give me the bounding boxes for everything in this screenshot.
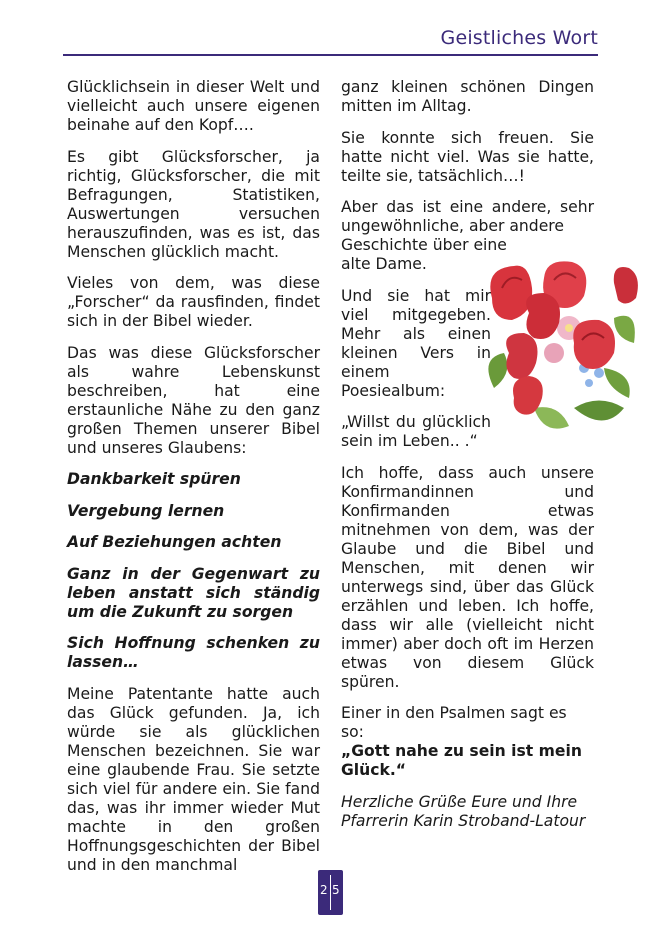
theme-present: Ganz in der Gegenwart zu leben anstatt sich ständig um die Zukunft zu sorgen xyxy=(67,564,320,621)
page-number-badge xyxy=(318,870,343,915)
theme-gratitude: Dankbarkeit spüren xyxy=(67,470,241,488)
paragraph-confirmands: Ich hoffe, dass auch unsere Konfirmandinnen und Konfirmanden etwas mitnehmen von dem, was der Glaube und die Bibel und Menschen, mit denen wir unterwegs sind, über das Glück erzählen und leben. Ich hoffe, dass wir alle (vielleicht nicht immer) aber doch oft im Herzen etwas von diesem Glück spüren. xyxy=(341,463,594,691)
theme-hope: Sich Hoffnung schenken zu lassen… xyxy=(67,634,320,671)
theme-relationships: Auf Beziehungen achten xyxy=(67,533,282,551)
paragraph-godmother: Meine Patentante hatte auch das Glück gefunden. Ja, ich würde sie als glücklichen Menschen bezeichnen. Sie war eine glaubende Frau. Sie setzte sich viel für andere ein. Sie fand das, was ihr immer wieder Mut machte in den großen Hoffnungsgeschichten der Bibel und in den manchmal xyxy=(67,684,320,874)
left-column xyxy=(67,78,320,887)
paragraph-2: Es gibt Glücksforscher, ja richtig, Glücksforscher, die mit Befragungen, Statistiken, Auswertungen versuchen herauszufinden, was es ist, das Menschen glücklich macht. xyxy=(67,147,320,261)
other-story-line-a: Aber das ist eine andere, sehr ungewöhnliche, aber andere xyxy=(341,198,594,235)
page-section-title: Geistliches Wort xyxy=(440,27,598,49)
header-divider xyxy=(63,54,598,56)
paragraph-1: Glücklichsein in dieser Welt und vielleicht auch unsere eigenen beinahe auf den Kopf…. xyxy=(67,78,320,134)
psalm-quote: „Gott nahe zu sein ist mein Glück.“ xyxy=(341,742,582,779)
other-story-line-b: Geschichte über eine xyxy=(341,236,507,254)
psalm-intro: Einer in den Psalmen sagt es so: xyxy=(341,704,567,741)
right-column xyxy=(341,78,594,843)
greeting: Herzliche Grüße Eure und Ihre xyxy=(341,792,578,811)
other-story-line-c: alte Dame. xyxy=(341,255,427,273)
paragraph-rejoice: Sie konnte sich freuen. Sie hatte nicht viel. Was sie hatte, teilte sie, tatsächlich…! xyxy=(341,128,594,185)
paragraph-poetry-album: Und sie hat mir viel mitgegeben. Mehr als einen kleinen Vers in einem Poesiealbum: xyxy=(341,286,491,400)
page-number-digit-2: 5 xyxy=(332,883,340,897)
paragraph-verse: „Willst du glücklich sein im Leben.. .“ xyxy=(341,413,491,450)
theme-forgiveness: Vergebung lernen xyxy=(67,501,225,520)
paragraph-little-things: ganz kleinen schönen Dingen mitten im Alltag. xyxy=(341,78,594,115)
paragraph-3: Vieles von dem, was diese „Forscher“ da rausfinden, findet sich in der Bibel wieder. xyxy=(67,274,320,330)
page-number-divider xyxy=(330,875,331,910)
signature-block xyxy=(341,793,594,831)
paragraph-psalm xyxy=(341,704,594,780)
flower-bouquet-image xyxy=(474,258,644,438)
paragraph-4: Das was diese Glücksforscher als wahre Lebenskunst beschreiben, hat eine erstaunliche Nähe zu den ganz großen Themen unserer Bibel und unseres Glaubens: xyxy=(67,343,320,457)
author-name: Pfarrerin Karin Stroband-Latour xyxy=(341,811,586,830)
page-number-digit-1: 2 xyxy=(320,883,328,897)
